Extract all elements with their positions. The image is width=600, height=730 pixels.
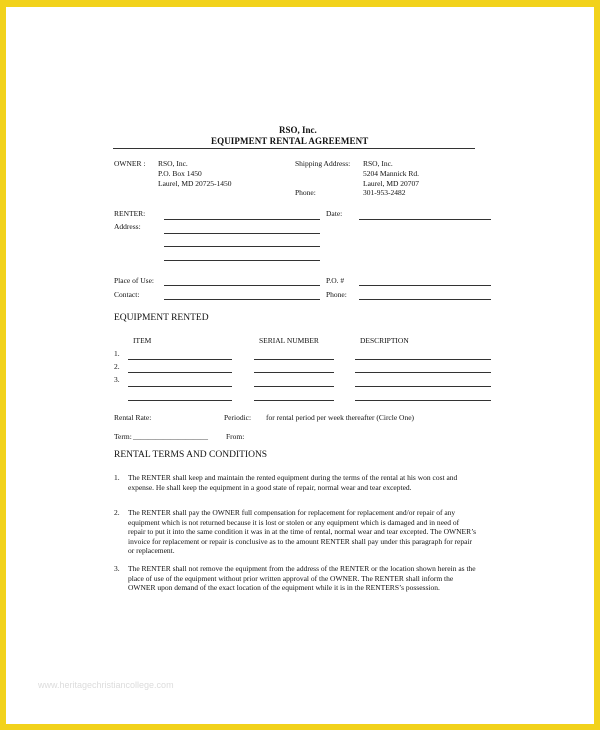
renter-label: RENTER: bbox=[114, 209, 146, 218]
header-rule bbox=[113, 148, 475, 149]
shipping-name: RSO, Inc. bbox=[363, 159, 393, 168]
col-serial-number: SERIAL NUMBER bbox=[259, 336, 319, 345]
renter-field[interactable] bbox=[164, 219, 320, 220]
term-field[interactable]: ____________________ bbox=[133, 432, 208, 441]
owner-name: RSO, Inc. bbox=[158, 159, 188, 168]
po-field[interactable] bbox=[359, 285, 491, 286]
term-label: Term: bbox=[114, 432, 132, 441]
item-field-4[interactable] bbox=[128, 400, 232, 401]
date-field[interactable] bbox=[359, 219, 491, 220]
item-field-3[interactable] bbox=[128, 386, 232, 387]
rental-rate-label: Rental Rate: bbox=[114, 413, 152, 422]
description-field-3[interactable] bbox=[355, 386, 491, 387]
contact-field[interactable] bbox=[164, 299, 320, 300]
row-number-2: 2. bbox=[114, 362, 120, 371]
renter-phone-field[interactable] bbox=[359, 299, 491, 300]
shipping-phone: 301-953-2482 bbox=[363, 188, 406, 197]
address-field-2[interactable] bbox=[164, 246, 320, 247]
from-label: From: bbox=[226, 432, 245, 441]
serial-field-2[interactable] bbox=[254, 372, 334, 373]
serial-field-3[interactable] bbox=[254, 386, 334, 387]
shipping-city: Laurel, MD 20707 bbox=[363, 179, 420, 188]
periodic-label: Periodic: bbox=[224, 413, 252, 422]
serial-field-4[interactable] bbox=[254, 400, 334, 401]
item-field-2[interactable] bbox=[128, 372, 232, 373]
description-field-1[interactable] bbox=[355, 359, 491, 360]
place-of-use-label: Place of Use: bbox=[114, 276, 154, 285]
renter-phone-label: Phone: bbox=[326, 290, 347, 299]
terms-heading: RENTAL TERMS AND CONDITIONS bbox=[114, 450, 268, 460]
date-label: Date: bbox=[326, 209, 343, 218]
address-label: Address: bbox=[114, 222, 141, 231]
address-field-1[interactable] bbox=[164, 233, 320, 234]
item-field-1[interactable] bbox=[128, 359, 232, 360]
shipping-street: 5204 Mannick Rd. bbox=[363, 169, 420, 178]
serial-field-1[interactable] bbox=[254, 359, 334, 360]
owner-label: OWNER : bbox=[114, 159, 146, 168]
shipping-label: Shipping Address: bbox=[295, 159, 351, 168]
contact-label: Contact: bbox=[114, 290, 140, 299]
row-number-3: 3. bbox=[114, 375, 120, 384]
description-field-4[interactable] bbox=[355, 400, 491, 401]
shipping-phone-label: Phone: bbox=[295, 188, 316, 197]
term-2-text: The RENTER shall pay the OWNER full compensation for replacement for replacement and/or repair of any equipment which is not returned because it is lost or stolen or any equipment which is damaged and in need of repair to put it into the same condition it was in at the time of rental, normal wear and tear excepted. The OWNER’s invoice for replacement or repair is conclusive as to the amount RENTER shall pay under this paragraph for repair or replacement. bbox=[128, 508, 477, 556]
place-of-use-field[interactable] bbox=[164, 285, 320, 286]
period-text: for rental period per week thereafter (Circle One) bbox=[266, 413, 415, 422]
equipment-heading: EQUIPMENT RENTED bbox=[114, 313, 209, 323]
term-1-text: The RENTER shall keep and maintain the rented equipment during the terms of the rental at his won cost and expense. He shall keep the equipment in a good state of repair, normal wear and tear excepted. bbox=[128, 473, 458, 492]
owner-address-1: P.O. Box 1450 bbox=[158, 169, 202, 178]
document-title: EQUIPMENT RENTAL AGREEMENT bbox=[211, 136, 369, 146]
col-item: ITEM bbox=[133, 336, 152, 345]
term-2-number: 2. bbox=[114, 508, 120, 517]
term-3-text: The RENTER shall not remove the equipment from the address of the RENTER or the location shown herein as the place of use of the equipment without prior written approval of the OWNER. The RENTER shall inform the OWNER upon demand of the exact location of the equipment while it is in the RENTERS’s possession. bbox=[128, 564, 476, 593]
owner-address-2: Laurel, MD 20725-1450 bbox=[158, 179, 232, 188]
row-number-1: 1. bbox=[114, 349, 120, 358]
term-1-number: 1. bbox=[114, 473, 120, 482]
term-3-number: 3. bbox=[114, 564, 120, 573]
col-description: DESCRIPTION bbox=[360, 336, 409, 345]
description-field-2[interactable] bbox=[355, 372, 491, 373]
address-field-3[interactable] bbox=[164, 260, 320, 261]
company-name: RSO, Inc. bbox=[279, 125, 317, 135]
watermark-text: www.heritagechristiancollege.com bbox=[38, 680, 174, 690]
po-label: P.O. # bbox=[326, 276, 345, 285]
